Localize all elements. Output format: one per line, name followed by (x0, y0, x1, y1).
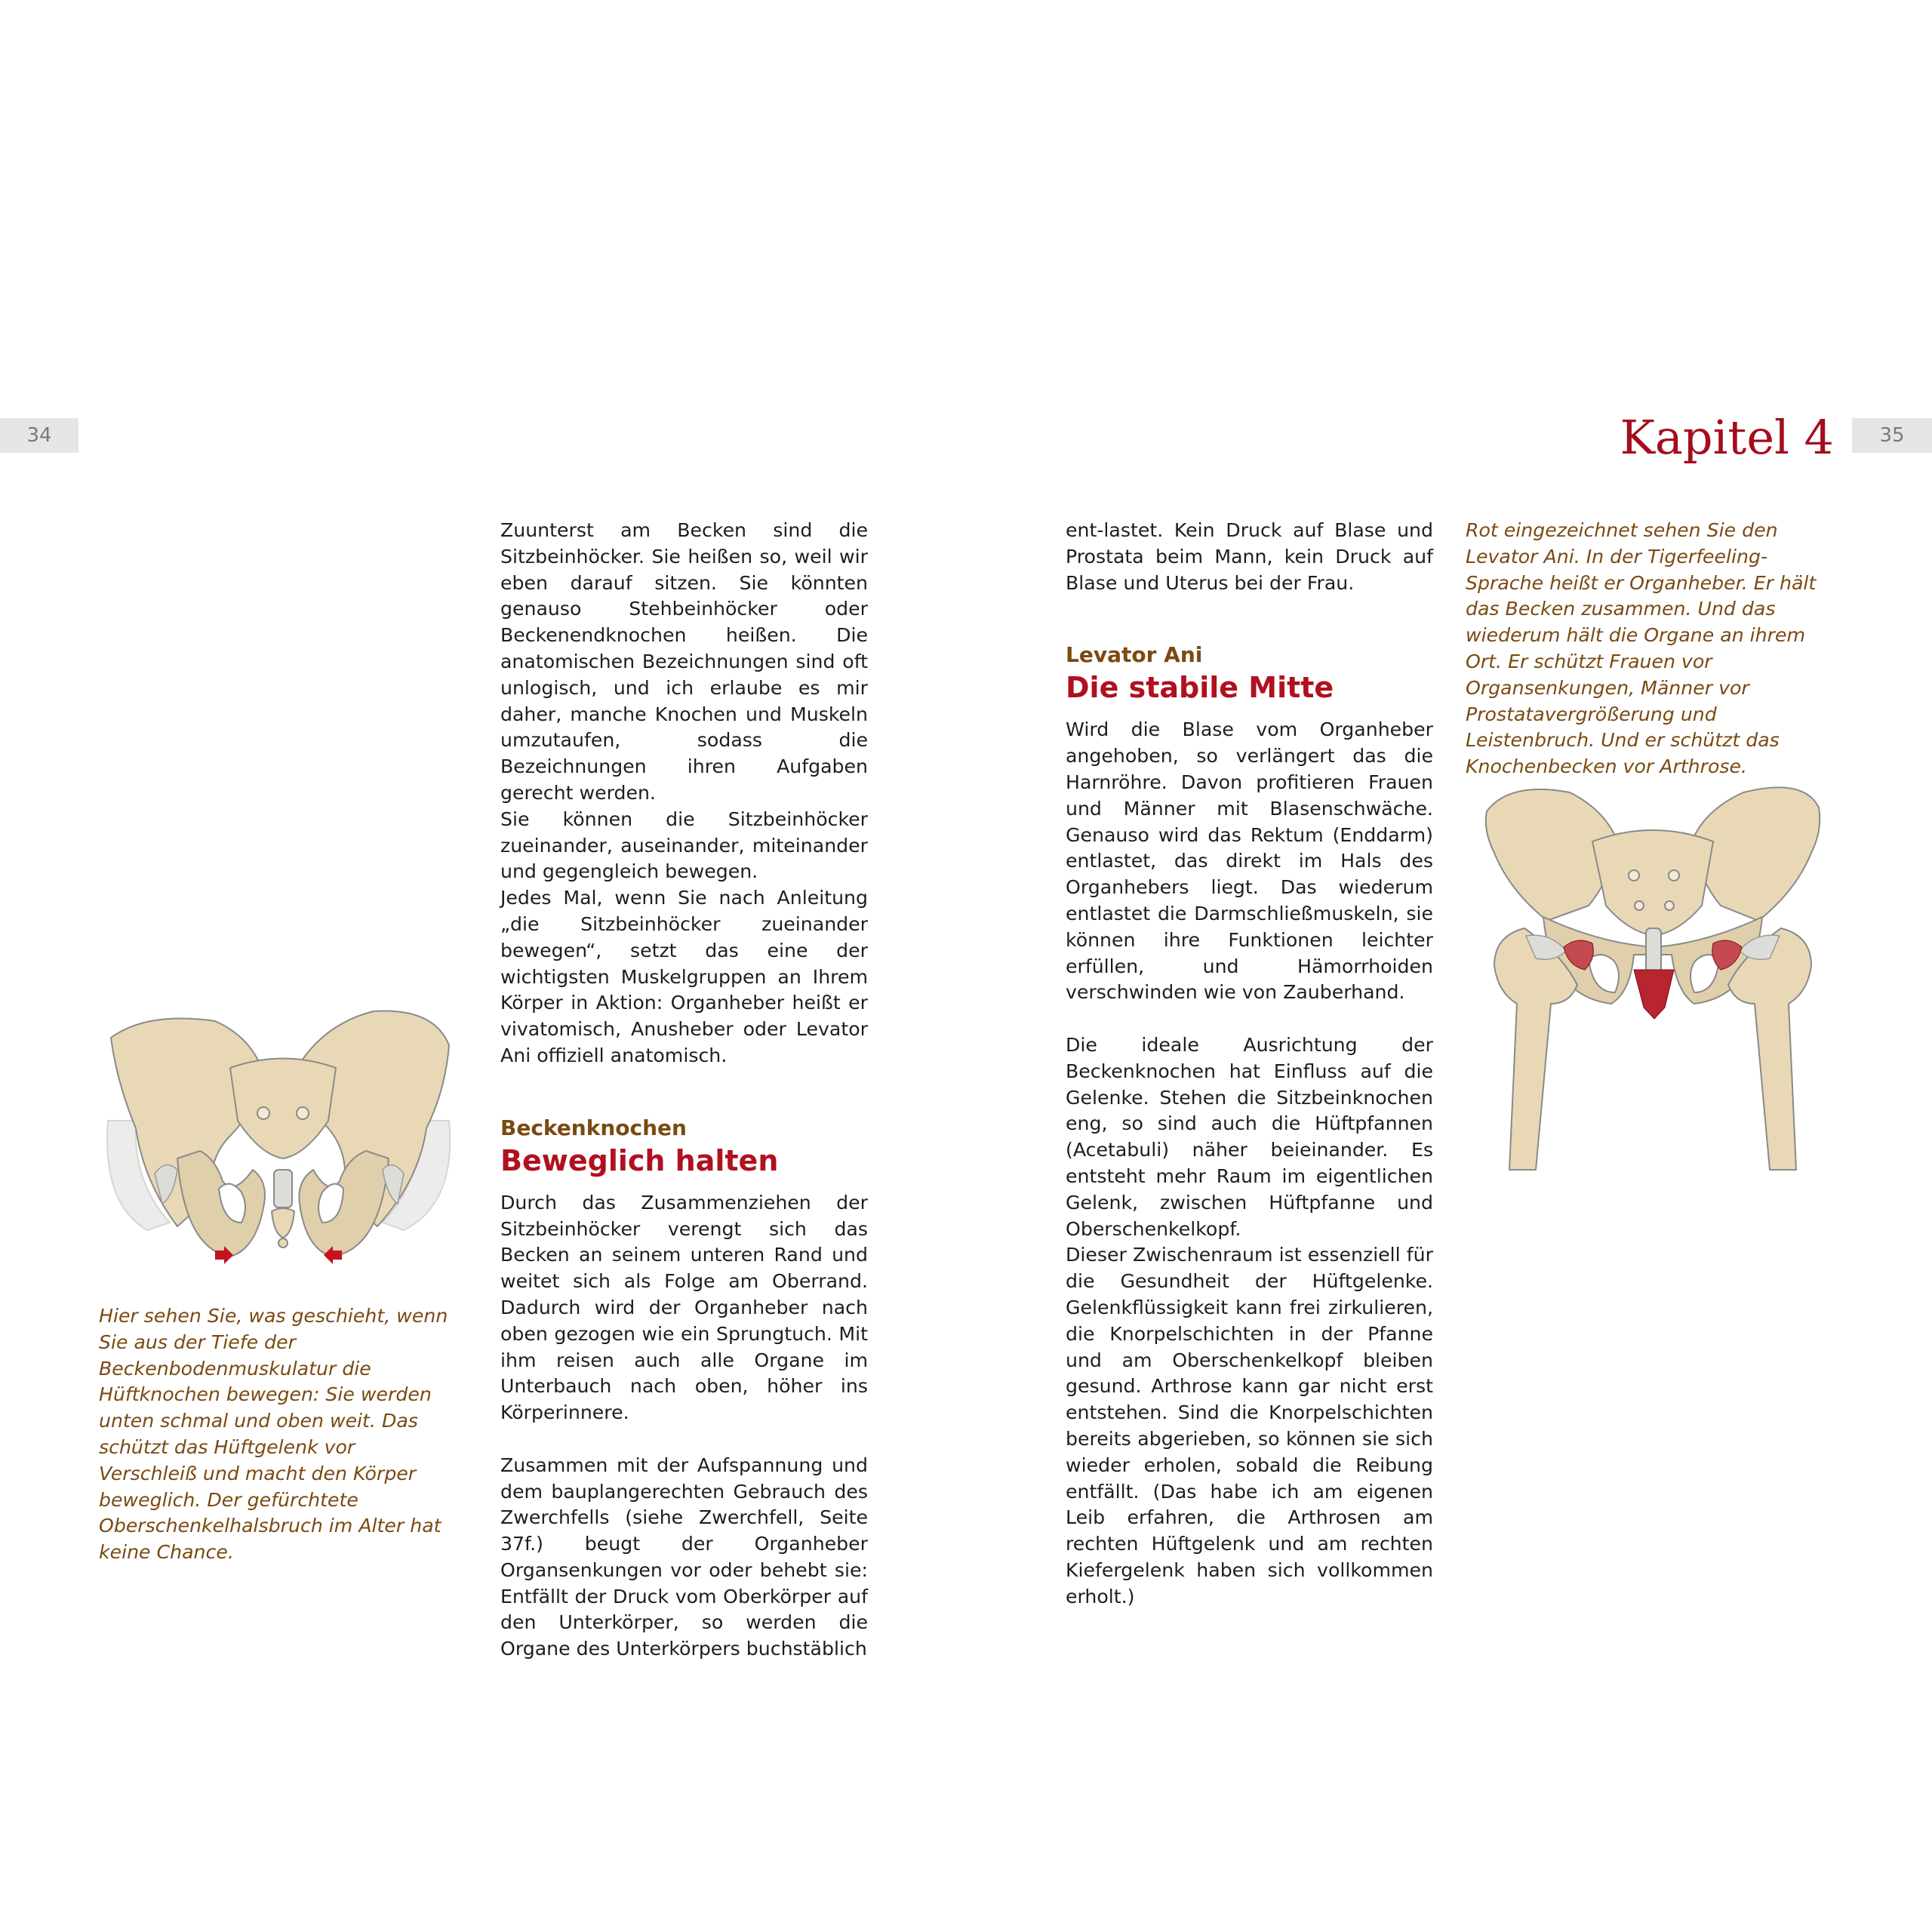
section-kicker: Levator Ani (1066, 642, 1203, 668)
paragraph: Sie können die Sitzbeinhöcker zueinander, auseinander, miteinander und gegengleich bewegen. (500, 808, 868, 883)
caption-left: Hier sehen Sie, was geschieht, wenn Sie aus der Tiefe der Beckenbodenmuskulatur die Hüftknochen bewegen: Sie werden unten schmal und oben weit. Das schützt das Hüftgelenk vor Verschleiß und macht den Körper beweglich. Der gefürchtete Oberschenkelhalsbruch im Alter hat keine Chance. (99, 1305, 448, 1564)
paragraph: Wird die Blase vom Organheber angehoben, so verlängert das die Harnröhre. Davon profitieren Frauen und Männer mit Blasenschwäche. Genauso wird das Rektum (Enddarm) entlastet, das direkt im Hals des Organhebers liegt. Das wiederum entlastet die Darmschließmuskeln, sie können ihre Funktionen leichter erfüllen, und Hämorrhoiden verschwinden wie von Zauberhand. (1066, 718, 1433, 1004)
paragraph: Zusammen mit der Aufspannung und dem bauplangerechten Gebrauch des Zwerchfells (siehe Zwerchfell, Seite 37f.) beugt der Organheber Organsenkungen vor oder behebt sie: Entfällt der Druck vom Oberkörper auf den Unterkörper, so werden die Organe des Unterkörpers buchstäblich (500, 1454, 868, 1660)
pelvis-front-view-illustration (102, 1008, 464, 1279)
paragraph: Jedes Mal, wenn Sie nach Anleitung „die Sitzbeinhöcker zueinander bewegen“, setzt das eine der wichtigsten Muskelgruppen an Ihrem Körper in Aktion: Organheber heißt er vivatomisch, Anusheber oder Levator Ani offiziell anatomisch. (500, 887, 868, 1066)
page-number-right: 35 (1852, 418, 1932, 453)
section-headline: Die stabile Mitte (1066, 671, 1334, 705)
chapter-title: Kapitel 4 (1620, 410, 1834, 465)
paragraph: Die ideale Ausrichtung der Beckenknochen hat Einfluss auf die Gelenke. Stehen die Sitzbeinknochen eng, so sind auch die Hüftpfannen (Acetabuli) näher beieinander. Es entsteht mehr Raum im eigentlichen Gelenk, zwischen Hüftpfanne und Oberschenkelkopf. (1066, 1033, 1433, 1240)
section-headline: Beweglich halten (500, 1143, 779, 1177)
page-number-left: 34 (0, 418, 78, 453)
paragraph: Zuunterst am Becken sind die Sitzbeinhöcker. Sie heißen so, weil wir eben darauf sitzen. Sie könnten genauso Stehbeinhöcker oder Beckenendknochen heißen. Die anatomischen Bezeichnungen sind oft unlogisch, und ich erlaube es mir daher, manche Knochen und Muskeln umzutaufen, sodass die Bezeichnungen ihren Aufgaben gerecht werden. (500, 519, 868, 804)
paragraph: ent-lastet. Kein Druck auf Blase und Prostata beim Mann, kein Druck auf Blase und Uterus bei der Frau. (1066, 519, 1433, 594)
section-kicker: Beckenknochen (500, 1115, 687, 1140)
paragraph: Durch das Zusammenziehen der Sitzbeinhöcker verengt sich das Becken an seinem unteren Rand und weitet sich als Folge am Oberrand. Dadurch wird der Organheber nach oben gezogen wie ein Sprungtuch. Mit ihm reisen auch alle Organe im Unterbauch nach oben, höher ins Körperinnere. (500, 1191, 868, 1424)
text-column-1 (500, 518, 868, 1663)
pelvis-with-femurs-illustration (1479, 777, 1826, 1177)
paragraph: Dieser Zwischenraum ist essenziell für die Gesundheit der Hüftgelenke. Gelenkflüssigkeit kann frei zirkulieren, die Knorpelschichten in der Pfanne und am Oberschenkelkopf bleiben gesund. Arthrose kann gar nicht erst entstehen. Sind die Knorpelschichten bereits abgerieben, so können sie sich wieder erholen, sobald die Reibung entfällt. (Das habe ich am eigenen Leib erfahren, die Arthrosen am rechten Hüftgelenk und am rechten Kiefergelenk haben sich vollkommen erholt.) (1066, 1244, 1433, 1607)
caption-right: Rot eingezeichnet sehen Sie den Levator Ani. In der Tigerfeeling-Sprache heißt er Organheber. Er hält das Becken zusammen. Und das wiederum hält die Organe an ihrem Ort. Er schützt Frauen vor Organsenkungen, Männer vor Prostatavergrößerung und Leistenbruch. Und er schützt das Knochenbecken vor Arthrose. (1466, 519, 1817, 778)
text-column-2 (1066, 518, 1433, 1610)
